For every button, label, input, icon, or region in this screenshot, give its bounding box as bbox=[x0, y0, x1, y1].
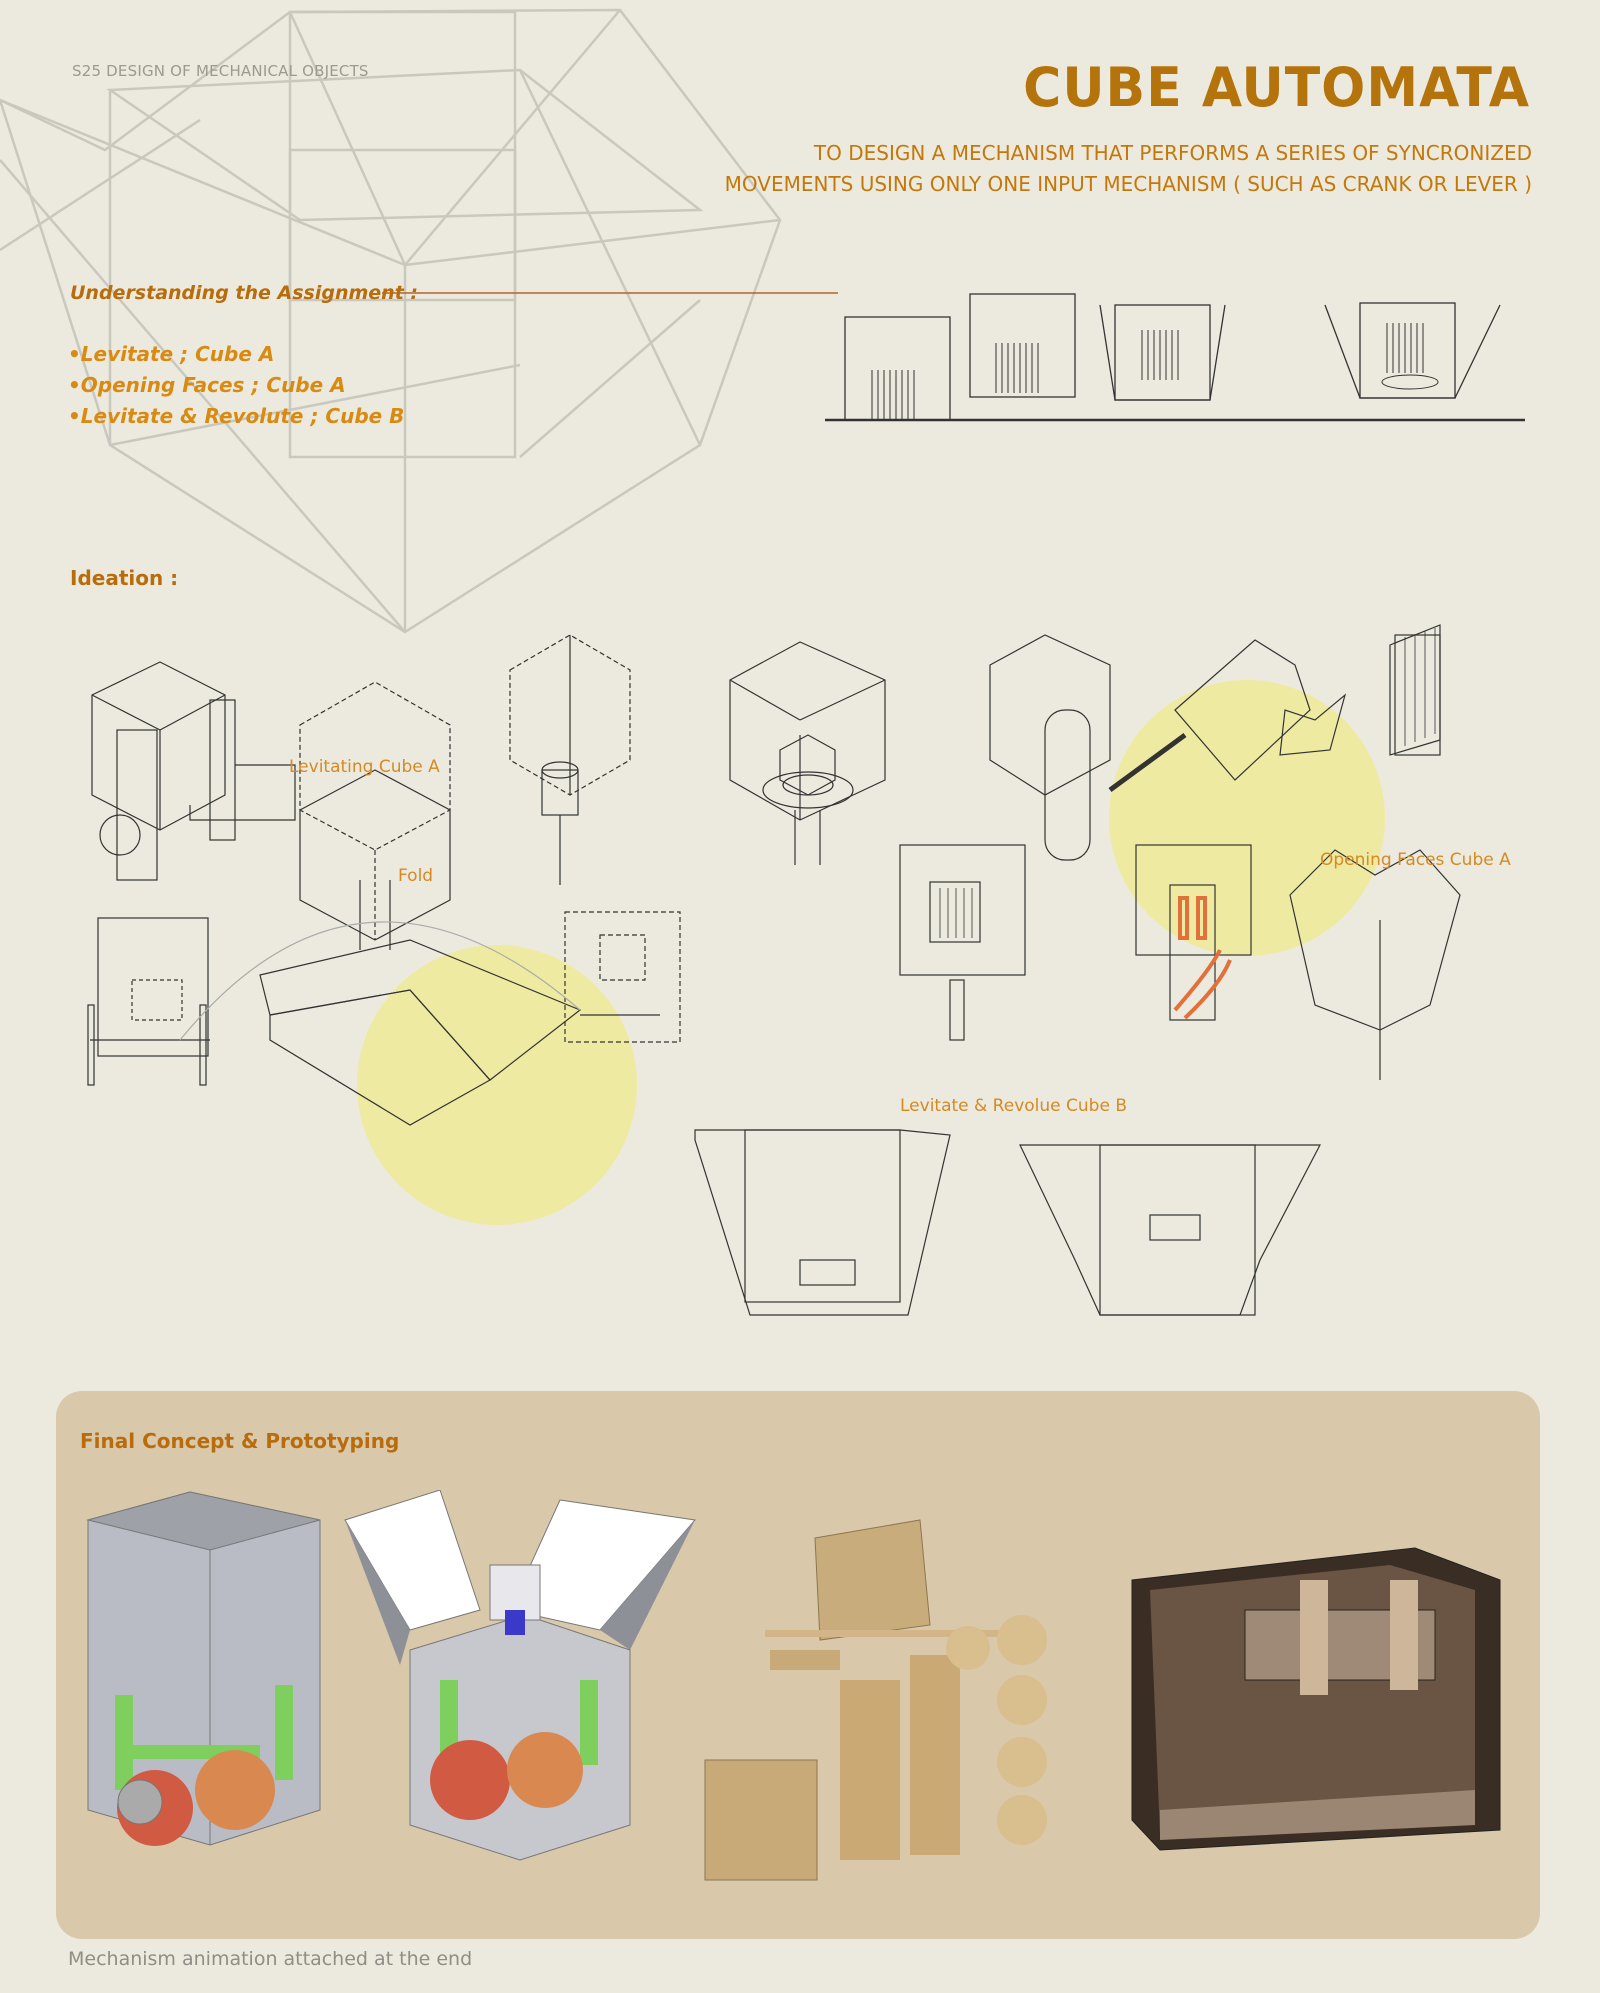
physical-prototype-photo bbox=[1132, 1548, 1500, 1850]
list-item: •Levitate & Revolute ; Cube B bbox=[68, 404, 405, 428]
course-label: S25 DESIGN OF MECHANICAL OBJECTS bbox=[72, 62, 369, 80]
label-fold: Fold bbox=[398, 866, 434, 886]
subtitle-line: MOVEMENTS USING ONLY ONE INPUT MECHANISM ( SUCH AS CRANK OR LEVER ) bbox=[724, 172, 1532, 196]
render-open-cube bbox=[345, 1490, 695, 1860]
label-levitating-cube-a: Levitating Cube A bbox=[289, 757, 440, 777]
ideation-heading: Ideation : bbox=[70, 566, 179, 590]
page-title: CUBE AUTOMATA bbox=[1023, 56, 1530, 120]
render-closed-cube bbox=[88, 1492, 320, 1846]
assignment-sketches bbox=[820, 285, 1540, 430]
final-concept-heading: Final Concept & Prototyping bbox=[80, 1429, 400, 1453]
label-levitate-revolve: Levitate & Revolue Cube B bbox=[900, 1096, 1127, 1116]
ideation-sketches bbox=[60, 620, 1580, 1360]
list-item: •Levitate ; Cube A bbox=[68, 342, 275, 366]
subtitle-line: TO DESIGN A MECHANISM THAT PERFORMS A SERIES OF SYNCRONIZED bbox=[813, 141, 1532, 165]
assignment-list bbox=[68, 339, 404, 432]
page-subtitle bbox=[632, 138, 1532, 200]
list-item: •Opening Faces ; Cube A bbox=[68, 373, 346, 397]
label-opening-faces: Opening Faces Cube A bbox=[1320, 850, 1511, 870]
prototype-renders bbox=[80, 1490, 1520, 1910]
understanding-heading: Understanding the Assignment : bbox=[70, 282, 418, 304]
footer-note: Mechanism animation attached at the end bbox=[68, 1948, 473, 1970]
laser-cut-parts bbox=[705, 1520, 1047, 1880]
